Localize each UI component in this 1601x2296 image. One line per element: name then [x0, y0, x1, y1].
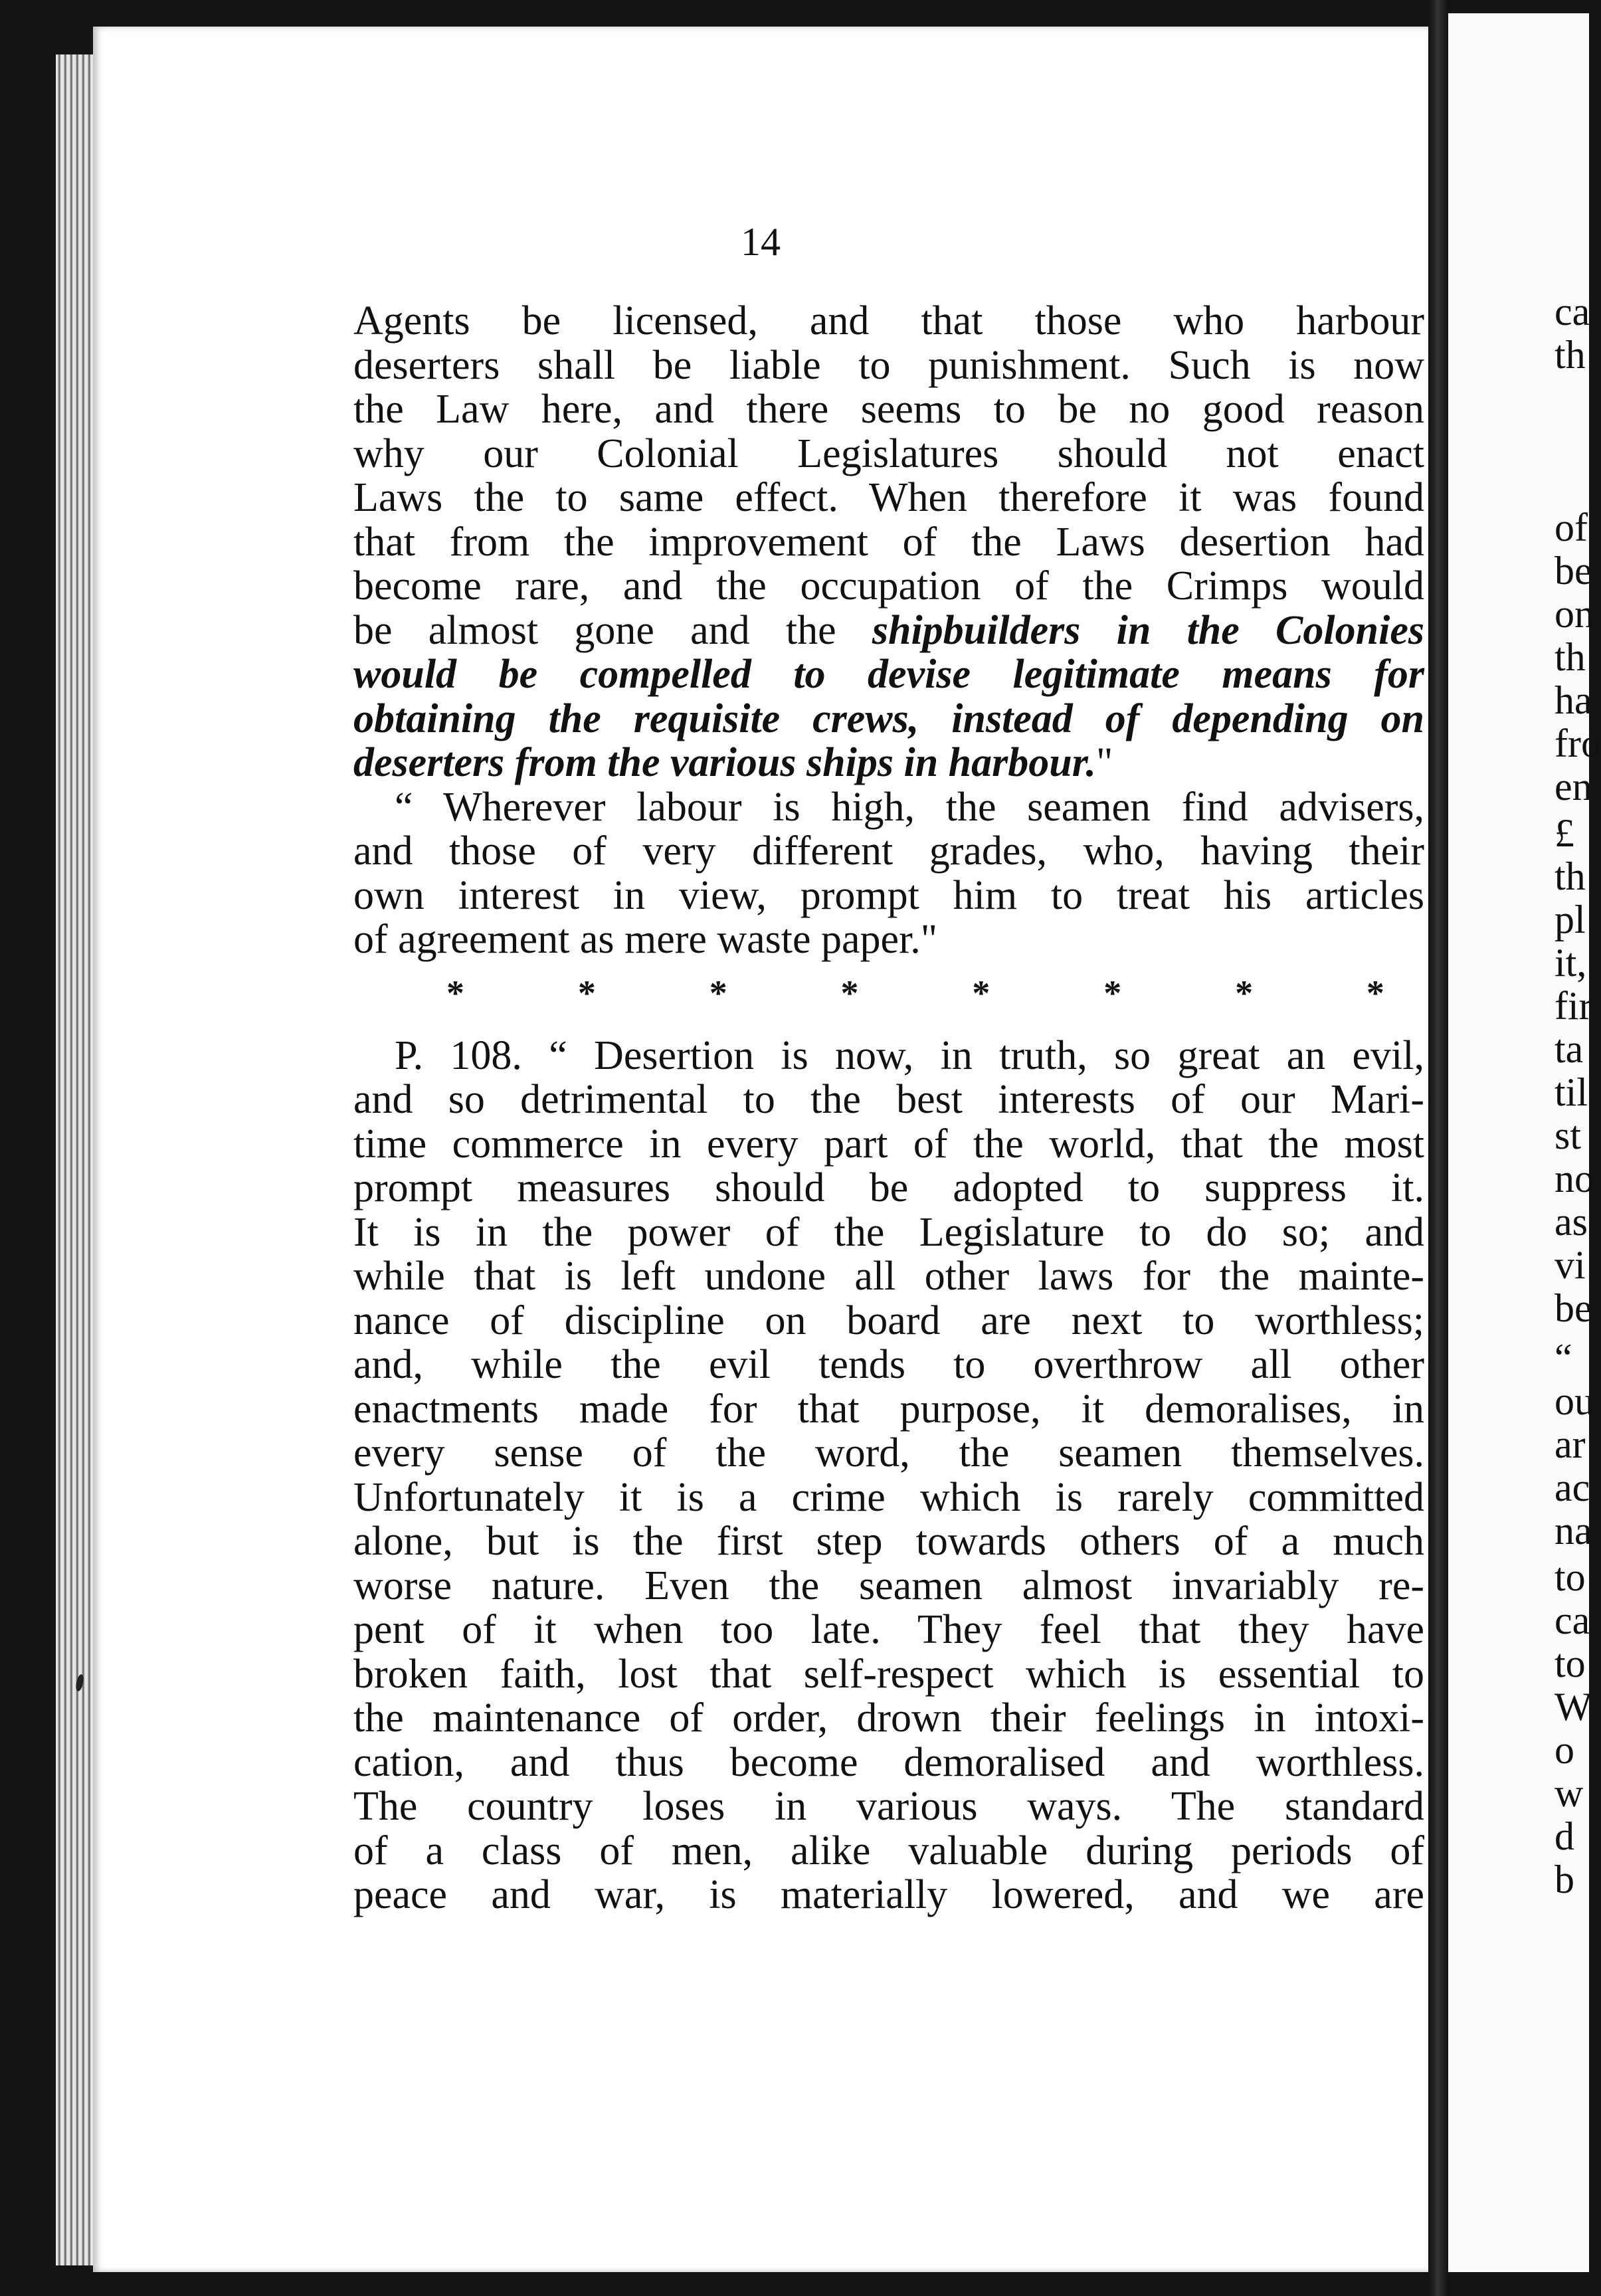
separator-star: *: [1103, 973, 1122, 1013]
text-line: every sense of the word, the seamen themselves.: [353, 1430, 1424, 1476]
facing-page-text-fragment: no: [1554, 1157, 1594, 1200]
text-line-mixed: be almost gone and the shipbuilders in the Colonies: [353, 607, 1424, 653]
separator-star: *: [840, 973, 859, 1013]
facing-page-text-fragment: to: [1554, 1642, 1586, 1685]
facing-page-text-fragment: til: [1554, 1070, 1588, 1114]
facing-page-text-fragment: W: [1554, 1685, 1592, 1729]
text-line: cation, and thus become demoralised and worthless.: [353, 1739, 1424, 1785]
facing-page-text-fragment: th: [1554, 635, 1586, 679]
text-line: why our Colonial Legislatures should not enact: [353, 430, 1424, 476]
page-stack-edge: [56, 54, 97, 2265]
italic-text: shipbuilders in the Colonies: [872, 607, 1424, 653]
facing-page-text-fragment: ou: [1554, 1379, 1594, 1423]
text-line: worse nature. Even the seamen almost invariably re-: [353, 1563, 1424, 1608]
facing-page-text-fragment: as: [1554, 1200, 1588, 1244]
facing-page-text-fragment: to: [1554, 1555, 1586, 1599]
facing-page-text-fragment: vi: [1554, 1243, 1586, 1287]
separator-star: *: [972, 973, 990, 1013]
text-line-italic: obtaining the requisite crews, instead of depending on: [353, 696, 1424, 741]
facing-page-text-fragment: of: [1554, 506, 1588, 549]
page-number: 14: [741, 220, 781, 264]
facing-page-text-fragment: na: [1554, 1509, 1592, 1553]
facing-page-text-fragment: “: [1554, 1336, 1572, 1380]
text-line: enactments made for that purpose, it demoralises, in: [353, 1386, 1424, 1432]
section-separator: [353, 971, 1424, 1018]
text-line-mixed: deserters from the various ships in harbour.": [353, 740, 1113, 785]
facing-page-text-fragment: w: [1554, 1771, 1584, 1815]
facing-page-text-fragment: ha: [1554, 678, 1592, 722]
text-line: become rare, and the occupation of the Crimps would: [353, 563, 1424, 609]
facing-page-text-fragment: d: [1554, 1814, 1574, 1858]
facing-page-text-fragment: it,: [1554, 941, 1587, 985]
facing-page-text-fragment: st: [1554, 1113, 1582, 1157]
facing-page-text-fragment: on: [1554, 592, 1594, 636]
text-line: nance of discipline on board are next to worthless;: [353, 1297, 1424, 1343]
separator-star: *: [577, 973, 596, 1013]
facing-page-text-fragment: fro: [1554, 721, 1601, 765]
text-line: while that is left undone all other laws for the mainte-: [353, 1254, 1424, 1299]
text-line: It is in the power of the Legislature to do so; and: [353, 1209, 1424, 1255]
text-line: the maintenance of order, drown their feelings in intoxi-: [353, 1695, 1424, 1741]
facing-page-text-fragment: th: [1554, 854, 1586, 898]
facing-page-text-fragment: ac: [1554, 1466, 1590, 1509]
book-gutter: [1428, 0, 1448, 2296]
text-line: peace and war, is materially lowered, and we are: [353, 1872, 1424, 1917]
text-line: Laws the to same effect. When therefore it was found: [353, 475, 1424, 520]
separator-star: *: [1366, 973, 1384, 1013]
facing-page-fragment: [1448, 13, 1601, 2272]
text-line: The country loses in various ways. The standard: [353, 1784, 1424, 1829]
facing-page-text-fragment: en: [1554, 765, 1592, 809]
text-line: prompt measures should be adopted to suppress it.: [353, 1165, 1424, 1210]
text-line: alone, but is the first step towards others of a much: [353, 1519, 1424, 1564]
text-line: and, while the evil tends to overthrow all other: [353, 1342, 1424, 1387]
text-line: “ Wherever labour is high, the seamen find advisers,: [395, 784, 1424, 830]
text-line: of a class of men, alike valuable during periods of: [353, 1828, 1424, 1873]
text-line: of agreement as mere waste paper.": [353, 917, 938, 962]
facing-page-text-fragment: fir: [1554, 984, 1592, 1028]
text-line: own interest in view, prompt him to treat his articles: [353, 872, 1424, 918]
facing-page-text-fragment: £: [1554, 811, 1574, 855]
separator-star: *: [709, 973, 727, 1013]
text-line: Agents be licensed, and that those who harbour: [353, 298, 1424, 343]
facing-page-text-fragment: pl: [1554, 898, 1586, 941]
italic-text: deserters from the various ships in harbour.: [353, 740, 1096, 785]
facing-page-text-fragment: o: [1554, 1728, 1574, 1772]
text-line: time commerce in every part of the world, that the most: [353, 1121, 1424, 1167]
facing-page-text-fragment: th: [1554, 333, 1586, 377]
facing-page-text-fragment: be: [1554, 549, 1592, 593]
text-line: the Law here, and there seems to be no good reason: [353, 387, 1424, 432]
text-line: pent of it when too late. They feel that they have: [353, 1607, 1424, 1652]
text-line: P. 108. “ Desertion is now, in truth, so great an evil,: [395, 1032, 1424, 1078]
book-page: [93, 27, 1428, 2272]
text-line: and so detrimental to the best interests of our Mari-: [353, 1077, 1424, 1122]
text-line: broken faith, lost that self-respect which is essential to: [353, 1651, 1424, 1697]
text-line-italic: would be compelled to devise legitimate means for: [353, 652, 1424, 697]
text-line: deserters shall be liable to punishment. Such is now: [353, 342, 1424, 388]
facing-page-text-fragment: ca: [1554, 1598, 1590, 1642]
facing-page-text-fragment: ar: [1554, 1422, 1586, 1466]
text-line: that from the improvement of the Laws desertion had: [353, 519, 1424, 565]
separator-star: *: [1235, 973, 1254, 1013]
body-text: [353, 299, 1424, 1917]
text-line: Unfortunately it is a crime which is rarely committed: [353, 1474, 1424, 1520]
facing-page-text-fragment: b: [1554, 1858, 1574, 1901]
facing-page-text-fragment: ta: [1554, 1027, 1584, 1071]
text-line: and those of very different grades, who, having their: [353, 828, 1424, 874]
facing-page-text-fragment: be: [1554, 1286, 1592, 1330]
facing-page-text-fragment: ca: [1554, 290, 1590, 334]
separator-star: *: [446, 973, 464, 1013]
